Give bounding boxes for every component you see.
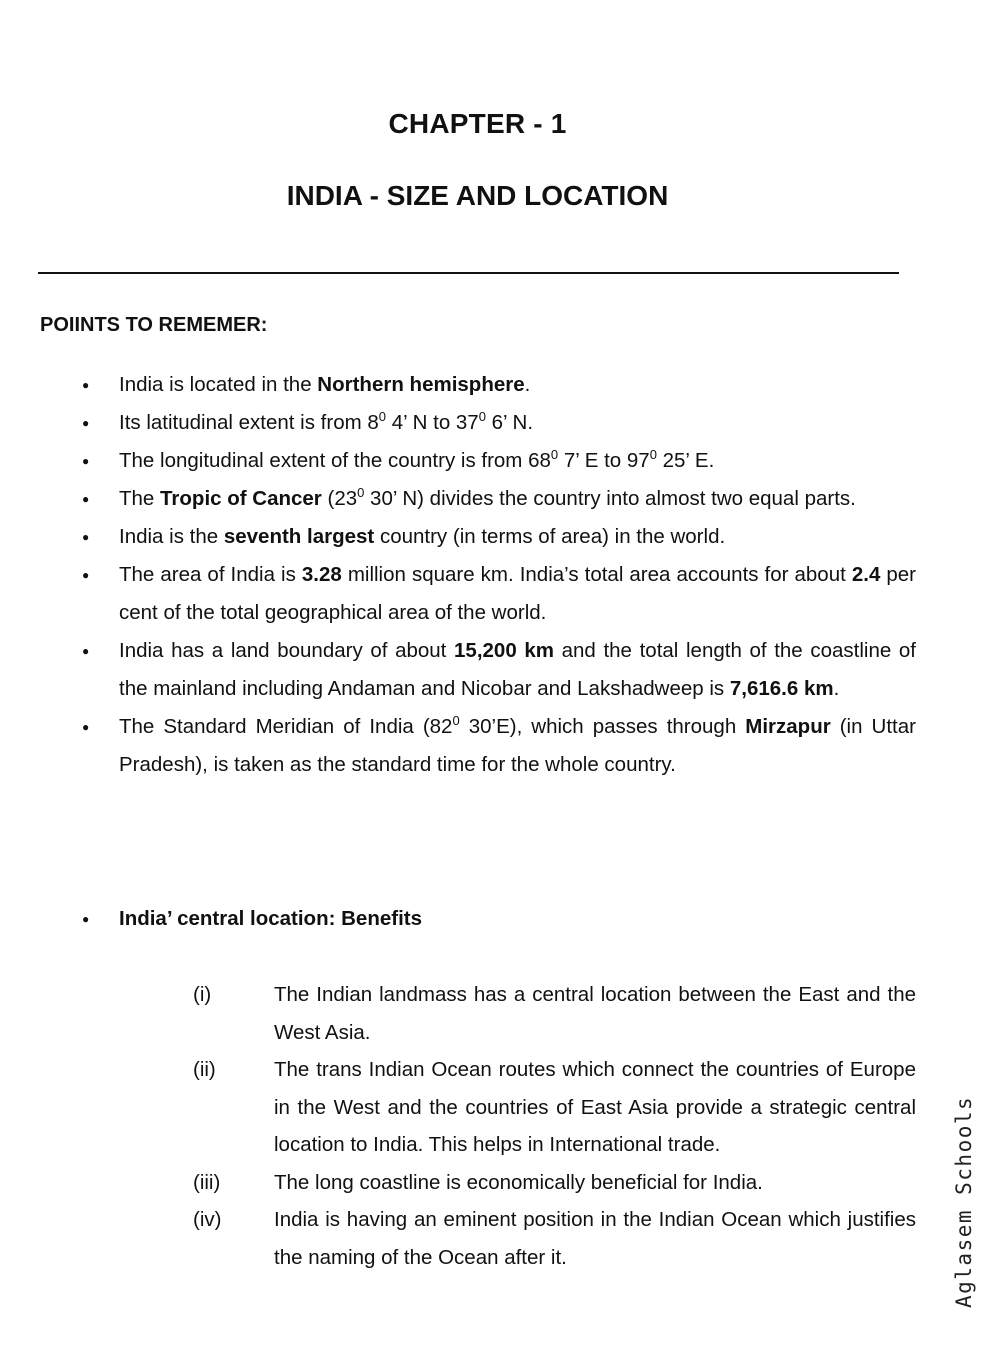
degree-superscript: 0 (378, 409, 387, 425)
point-text: India has a land boundary of about (119, 639, 455, 662)
point-bold: 15,200 km (454, 639, 554, 662)
benefit-number: (i) (193, 983, 212, 1006)
point-text: 6’ N. (485, 411, 534, 434)
section-heading: POIINTS TO REMEMER: (40, 314, 268, 336)
points-list (0, 366, 999, 784)
point-text: per cent of the total geographical area of the world. (119, 563, 917, 624)
benefits-list (0, 976, 999, 1276)
watermark: Aglasem Schools (952, 1095, 976, 1308)
benefit-item (0, 1201, 916, 1276)
point-text: Its latitudinal extent is from 8 (119, 411, 379, 434)
benefit-text: The trans Indian Ocean routes which connect the countries of Europe in the West and the countries of East Asia provide a strategic central location to India. This helps in International trade. (274, 1058, 916, 1156)
point-bold: 7,616.6 km (729, 677, 834, 700)
point-bold: seventh largest (223, 525, 375, 548)
benefit-number: (ii) (193, 1058, 216, 1081)
point-bold: 3.28 (301, 563, 342, 586)
list-item (0, 480, 916, 518)
benefit-item (0, 1164, 916, 1202)
benefits-heading: ● India’ central location: Benefits (0, 900, 916, 938)
benefit-number: (iii) (193, 1170, 221, 1194)
point-text: . (524, 373, 531, 396)
point-text: (23 (321, 487, 358, 510)
point-text: 25’ E. (656, 449, 715, 472)
benefit-item (0, 976, 916, 1051)
benefit-text: The Indian landmass has a central location between the East and the West Asia. (274, 983, 916, 1044)
benefit-item (0, 1051, 916, 1164)
benefit-number: (iv) (193, 1208, 222, 1231)
point-bold: Northern hemisphere (317, 373, 525, 396)
point-bold: Mirzapur (745, 715, 831, 738)
list-item (0, 518, 916, 556)
degree-superscript: 0 (550, 447, 559, 463)
degree-superscript: 0 (649, 447, 657, 463)
list-item (0, 556, 916, 632)
benefit-text: The long coastline is economically beneficial for India. (274, 1170, 763, 1194)
point-text: . (833, 677, 840, 700)
degree-superscript: 0 (452, 713, 460, 729)
point-text: The (119, 487, 161, 510)
point-text: (in Uttar Pradesh), is taken as the standard time for the whole country. (119, 715, 916, 776)
point-bold: Tropic of Cancer (160, 487, 322, 510)
list-item (0, 366, 916, 404)
point-bold: 2.4 (851, 563, 881, 586)
list-item (0, 632, 916, 708)
point-text: million square km. India’s total area accounts for about (341, 563, 852, 586)
chapter-subtitle: INDIA - SIZE AND LOCATION (286, 180, 669, 211)
point-text: country (in terms of area) in the world. (374, 525, 726, 548)
point-text: India is located in the (119, 373, 318, 396)
point-text: India is the (119, 525, 224, 548)
chapter-title: CHAPTER - 1 (388, 108, 567, 139)
point-text: The area of India is (119, 563, 302, 586)
degree-superscript: 0 (357, 485, 365, 501)
list-item (0, 708, 916, 784)
benefits-heading-list (0, 900, 999, 938)
point-text: 30’ N) divides the country into almost two equal parts. (364, 487, 856, 510)
point-text: 7’ E to 97 (558, 449, 650, 472)
point-text: and the total length of the coastline of the mainland including Andaman and Nicobar and Lakshadweep is (119, 639, 916, 700)
list-item (0, 442, 916, 480)
point-text: The Standard Meridian of India (82 (119, 715, 453, 738)
point-text: 30’E), which passes through (459, 715, 746, 738)
benefit-text: India is having an eminent position in the Indian Ocean which justifies the naming of the Ocean after it. (274, 1208, 916, 1269)
horizontal-rule (38, 272, 899, 274)
point-text: The longitudinal extent of the country is from 68 (119, 449, 551, 472)
point-text: 4’ N to 37 (386, 411, 479, 434)
degree-superscript: 0 (478, 409, 486, 425)
list-item (0, 404, 916, 442)
